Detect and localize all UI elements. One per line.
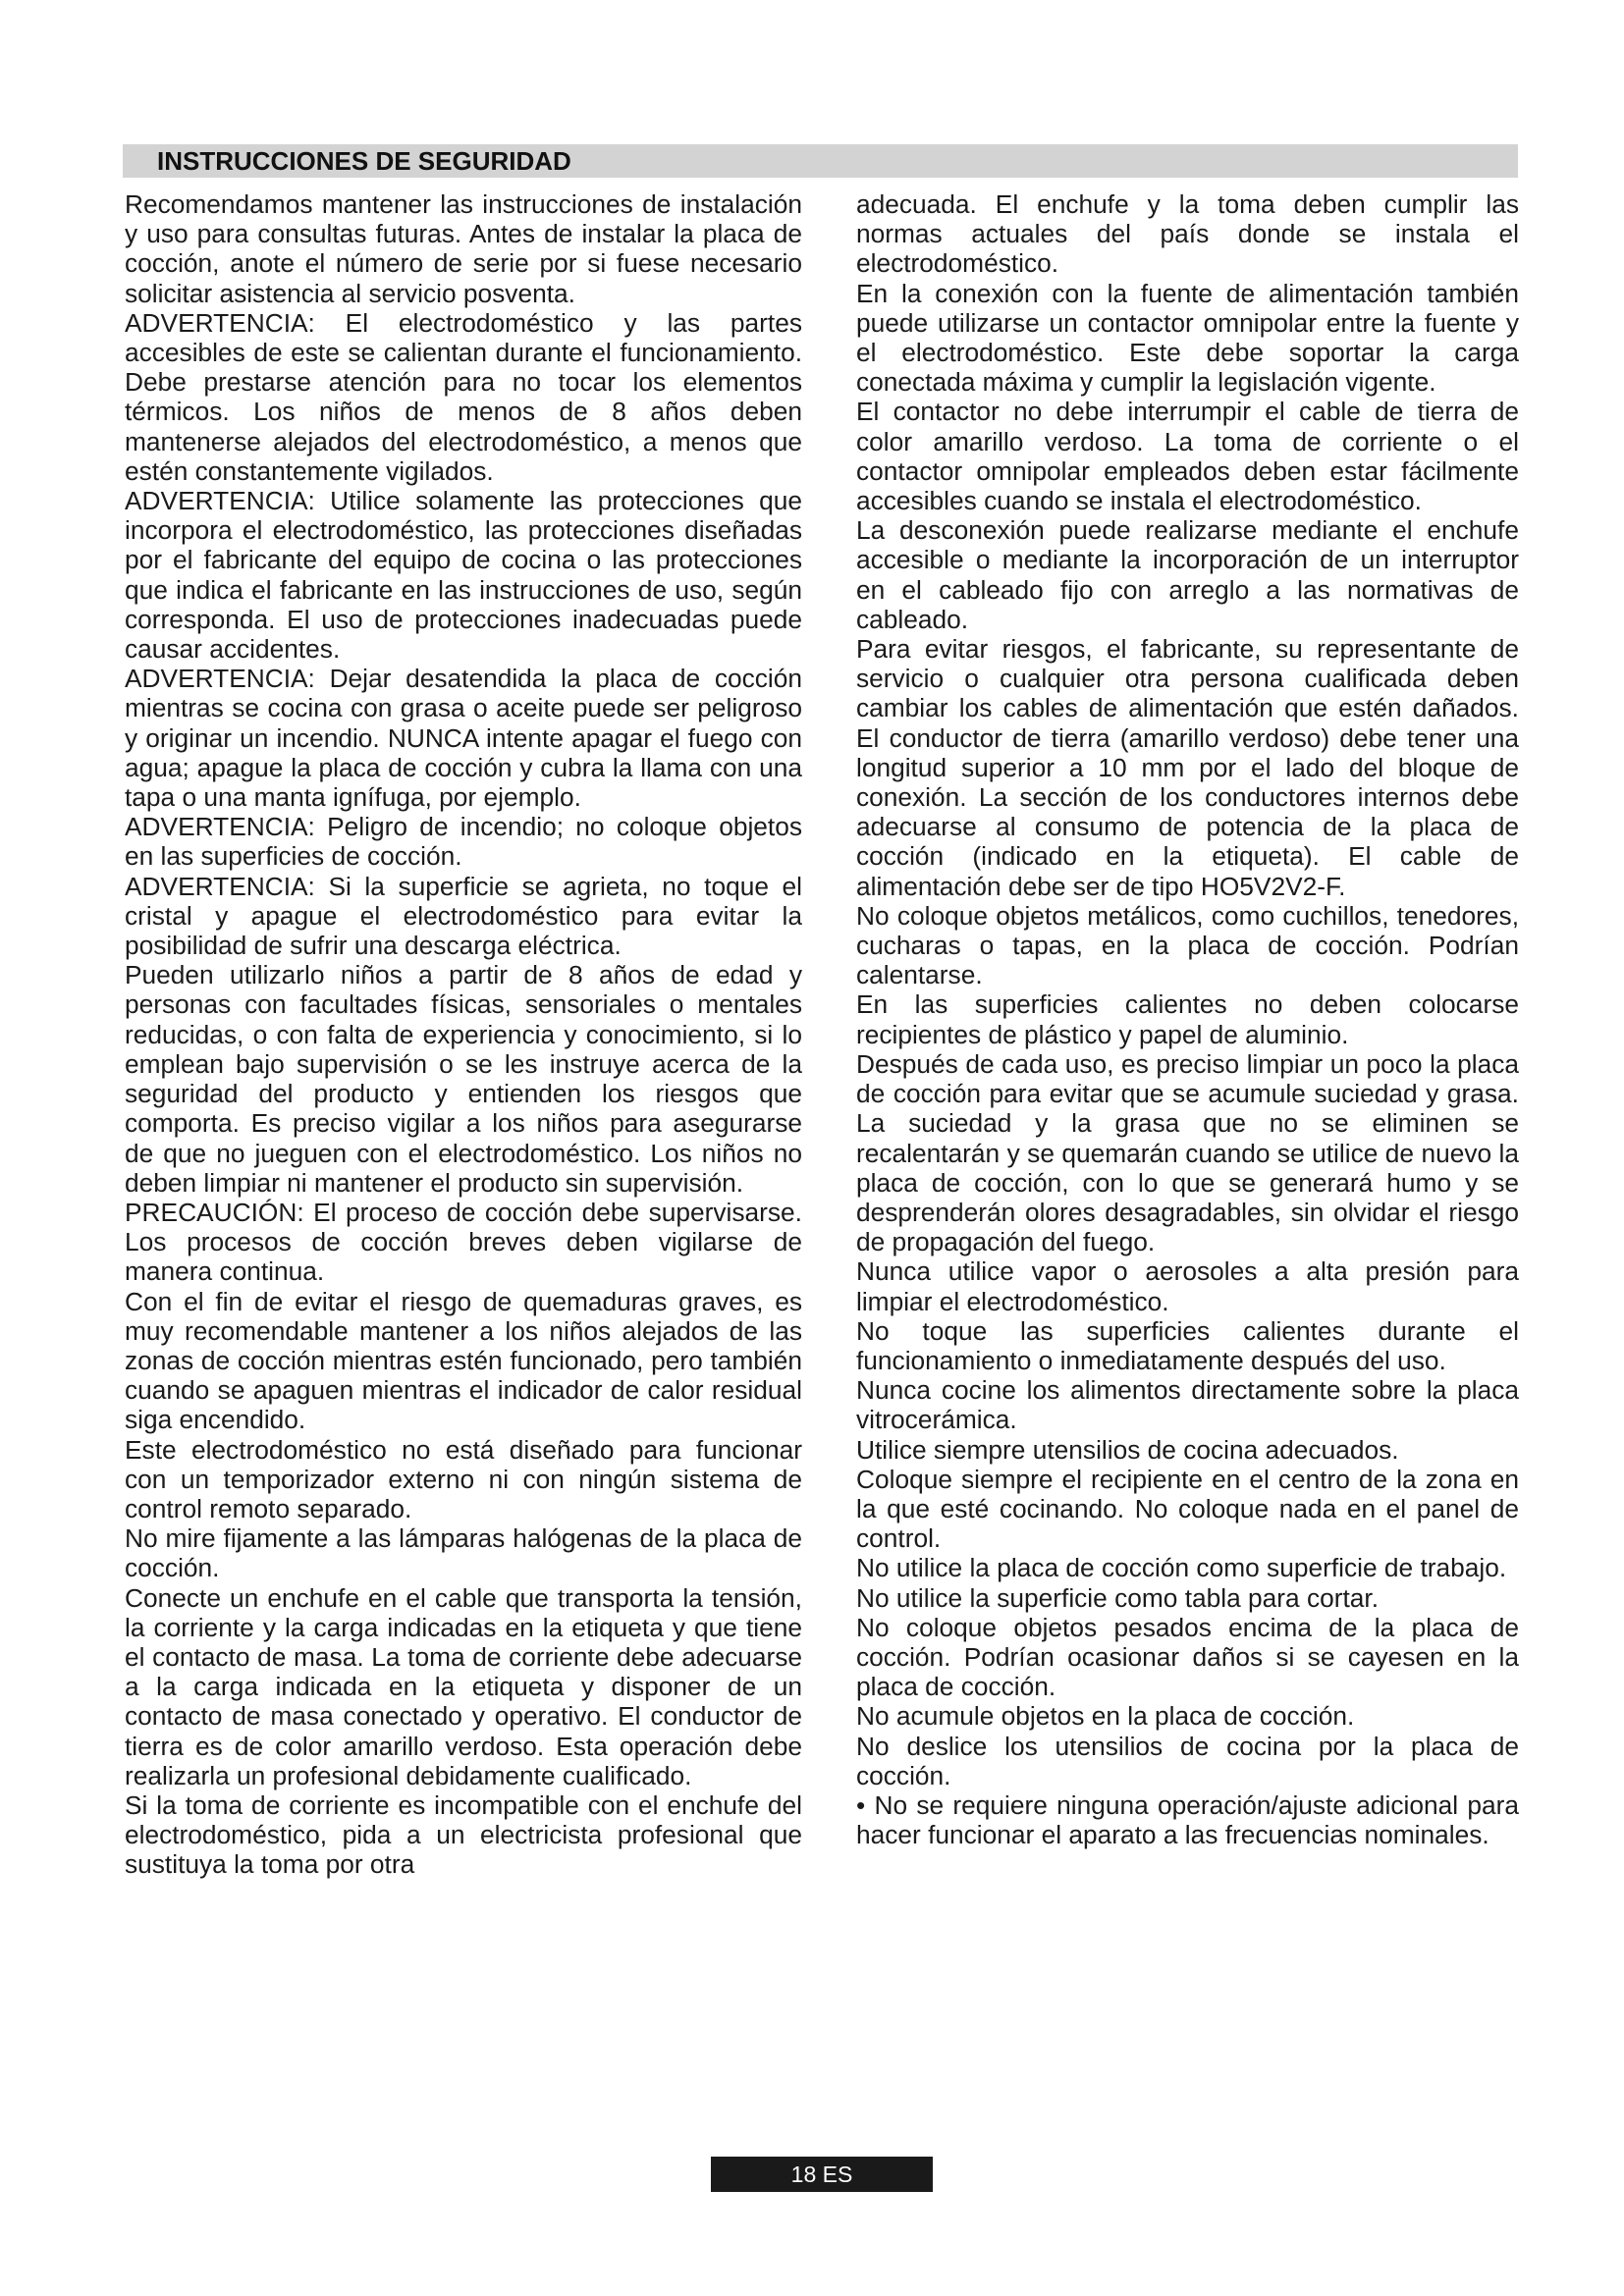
paragraph: En la conexión con la fuente de alimentación también puede utilizarse un contactor omnipolar entre la fuente y el electrodoméstico. Este debe soportar la carga conectada máxima y cumplir la legislación vigente. (856, 278, 1519, 398)
paragraph: Si la toma de corriente es incompatible con el enchufe del electrodoméstico, pida a un electricista profesional que sustituya la toma por otra (125, 1789, 802, 1880)
page-number: 18 ES (711, 2157, 933, 2192)
paragraph: No deslice los utensilios de cocina por la placa de cocción. (856, 1731, 1519, 1790)
paragraph: No utilice la placa de cocción como superficie de trabajo. (856, 1553, 1507, 1583)
right-text-column (856, 189, 1519, 1849)
section-title: INSTRUCCIONES DE SEGURIDAD (123, 144, 1518, 178)
paragraph: ADVERTENCIA: Dejar desatendida la placa de cocción mientras se cocina con grasa o aceite puede ser peligroso y originar un incendio. NUNCA intente apagar el fuego con agua; apague la placa de cocción y cubra la llama con una tapa o una manta ignífuga, por ejemplo. (125, 664, 802, 813)
paragraph: Pueden utilizarlo niños a partir de 8 años de edad y personas con facultades físicas, sensoriales o mentales reducidas, o con falta de experiencia y conocimiento, si lo emplean bajo supervisión o se les instruye acerca de la seguridad del producto y entienden los riesgos que comporta. Es preciso vigilar a los niños para asegurarse de que no jueguen con el electrodoméstico. Los niños no deben limpiar ni mantener el producto sin supervisión. (125, 960, 802, 1198)
paragraph: No acumule objetos en la placa de cocción. (856, 1701, 1355, 1732)
paragraph: Con el fin de evitar el riesgo de quemaduras graves, es muy recomendable mantener a los niños alejados de las zonas de cocción mientras estén funcionado, pero también cuando se apaguen mientras el indicador de calor residual siga encendido. (125, 1286, 802, 1435)
paragraph: Recomendamos mantener las instrucciones de instalación y uso para consultas futuras. Antes de instalar la placa de cocción, anote el número de serie por si fuese necesario solicitar asistencia al servicio posventa. (125, 189, 802, 308)
paragraph: Este electrodoméstico no está diseñado para funcionar con un temporizador externo ni con ningún sistema de control remoto separado. (125, 1434, 802, 1523)
paragraph: No coloque objetos pesados encima de la placa de cocción. Podrían ocasionar daños si se cayesen en la placa de cocción. (856, 1612, 1519, 1702)
paragraph: PRECAUCIÓN: El proceso de cocción debe supervisarse. Los procesos de cocción breves deben vigilarse de manera continua. (125, 1197, 802, 1287)
paragraph: ADVERTENCIA: Utilice solamente las protecciones que incorpora el electrodoméstico, las protecciones diseñadas por el fabricante del equipo de cocina o las protecciones que indica el fabricante en las instrucciones de uso, según corresponda. El uso de protecciones inadecuadas puede causar accidentes. (125, 486, 802, 665)
paragraph: Utilice siempre utensilios de cocina adecuados. (856, 1434, 1399, 1465)
paragraph: Después de cada uso, es preciso limpiar un poco la placa de cocción para evitar que se acumule suciedad y grasa. La suciedad y la grasa que no se eliminen se recalentarán y se quemarán cuando se utilice de nuevo la placa de cocción, con lo que se generará humo y se desprenderán olores desagradables, sin olvidar el riesgo de propagación del fuego. (856, 1048, 1519, 1257)
paragraph: No toque las superficies calientes durante el funcionamiento o inmediatamente después del uso. (856, 1315, 1519, 1375)
paragraph: No coloque objetos metálicos, como cuchillos, tenedores, cucharas o tapas, en la placa de cocción. Podrían calentarse. (856, 900, 1519, 990)
paragraph: El contactor no debe interrumpir el cable de tierra de color amarillo verdoso. La toma de corriente o el contactor omnipolar empleados deben estar fácilmente accesibles cuando se instala el electrodoméstico. (856, 397, 1519, 516)
paragraph: • No se requiere ninguna operación/ajuste adicional para hacer funcionar el aparato a las frecuencias nominales. (856, 1789, 1519, 1850)
paragraph: ADVERTENCIA: Peligro de incendio; no coloque objetos en las superficies de cocción. (125, 812, 802, 872)
paragraph: Coloque siempre el recipiente en el centro de la zona en la que esté cocinando. No coloque nada en el panel de control. (856, 1464, 1519, 1554)
paragraph: No utilice la superficie como tabla para cortar. (856, 1582, 1380, 1613)
paragraph: ADVERTENCIA: El electrodoméstico y las partes accesibles de este se calientan durante el funcionamiento. Debe prestarse atención para no tocar los elementos térmicos. Los niños de menos de 8 años deben mantenerse alejados del electrodoméstico, a menos que estén constantemente vigilados. (125, 307, 802, 486)
paragraph: ADVERTENCIA: Si la superficie se agrieta, no toque el cristal y apague el electrodoméstico para evitar la posibilidad de sufrir una descarga eléctrica. (125, 871, 802, 961)
paragraph: adecuada. El enchufe y la toma deben cumplir las normas actuales del país donde se instala el electrodoméstico. (856, 189, 1519, 279)
paragraph: La desconexión puede realizarse mediante el enchufe accesible o mediante la incorporación de un interruptor en el cableado fijo con arreglo a las normativas de cableado. (856, 515, 1519, 634)
paragraph: Nunca cocine los alimentos directamente sobre la placa vitrocerámica. (856, 1375, 1519, 1435)
left-text-column (125, 189, 802, 1880)
paragraph: Nunca utilice vapor o aerosoles a alta presión para limpiar el electrodoméstico. (856, 1256, 1519, 1316)
paragraph: Para evitar riesgos, el fabricante, su representante de servicio o cualquier otra persona cualificada deben cambiar los cables de alimentación que estén dañados. El conductor de tierra (amarillo verdoso) debe tener una longitud superior a 10 mm por el lado del bloque de conexión. La sección de los conductores internos debe adecuarse al consumo de potencia de la placa de cocción (indicado en la etiqueta). El cable de alimentación debe ser de tipo HO5V2V2-F. (856, 634, 1519, 901)
paragraph: No mire fijamente a las lámparas halógenas de la placa de cocción. (125, 1523, 802, 1583)
paragraph: En las superficies calientes no deben colocarse recipientes de plástico y papel de aluminio. (856, 989, 1519, 1049)
paragraph: Conecte un enchufe en el cable que transporta la tensión, la corriente y la carga indicadas en la etiqueta y que tiene el contacto de masa. La toma de corriente debe adecuarse a la carga indicada en la etiqueta y disponer de un contacto de masa conectado y operativo. El conductor de tierra es de color amarillo verdoso. Esta operación debe realizarla un profesional debidamente cualificado. (125, 1582, 802, 1790)
